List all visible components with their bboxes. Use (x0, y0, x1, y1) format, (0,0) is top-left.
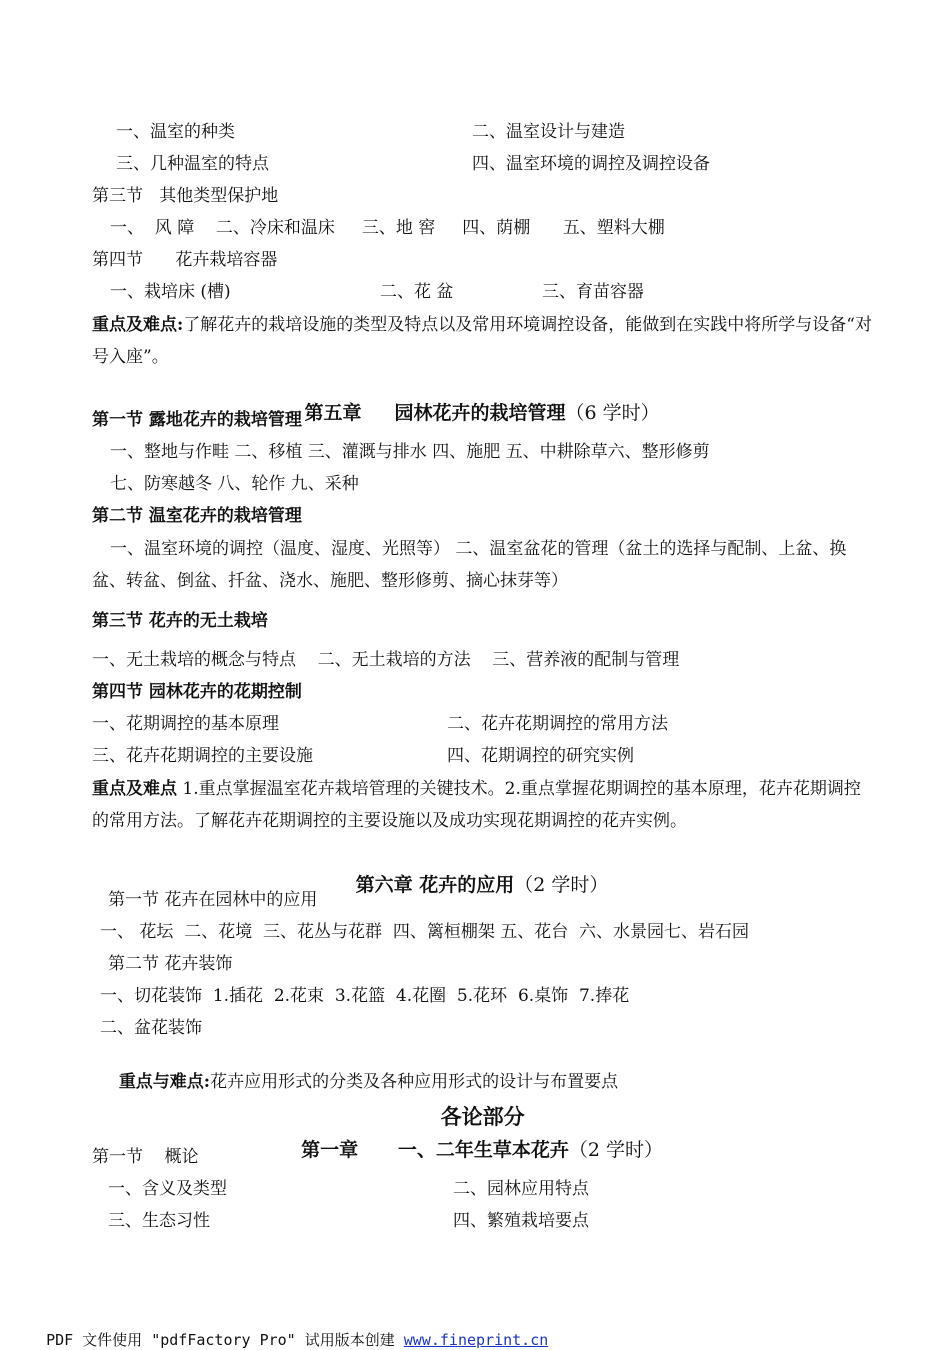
list-item: 一、无土栽培的概念与特点 二、无土栽培的方法 三、营养液的配制与管理 (92, 650, 680, 670)
chapter-title-text: 第一章 一、二年生草本花卉 (301, 1139, 569, 1161)
list-item: 一、 花坛 二、花境 三、花丛与花群 四、篱桓棚架 五、花台 六、水景园七、岩石园 (100, 922, 750, 942)
section-heading: 第一节 露地花卉的栽培管理 (92, 410, 302, 430)
list-item: 一、花期调控的基本原理 (92, 714, 279, 734)
footer-link[interactable]: www.fineprint.cn (403, 1331, 549, 1349)
key-points-paragraph (92, 773, 872, 837)
list-item: 一、整地与作畦 二、移植 三、灌溉与排水 四、施肥 五、中耕除草六、整形修剪 (110, 442, 710, 462)
chapter-hours: （6 学时） (565, 402, 660, 424)
chapter-title-text: 第六章 花卉的应用 (355, 874, 515, 896)
chapter-title-text: 第五章 园林花卉的栽培管理 (304, 402, 566, 424)
chapter-hours: （2 学时） (514, 874, 609, 896)
key-points-label: 重点与难点: (118, 1072, 211, 1092)
key-points-label: 重点及难点 (92, 779, 177, 799)
section-heading: 第四节 园林花卉的花期控制 (92, 682, 302, 702)
section-heading: 第三节 其他类型保护地 (92, 186, 279, 206)
list-item: 一、温室的种类 (116, 122, 235, 142)
section-heading: 第二节 温室花卉的栽培管理 (92, 506, 302, 526)
key-points-text: 了解花卉的栽培设施的类型及特点以及常用环境调控设备，能做到在实践中将所学与设备“对号入座”。 (92, 315, 872, 367)
key-points-text: 花卉应用形式的分类及各种应用形式的设计与布置要点 (210, 1072, 619, 1092)
list-item: 四、温室环境的调控及调控设备 (472, 154, 710, 174)
key-points-paragraph (92, 309, 872, 373)
list-item: 一、含义及类型 (108, 1179, 227, 1199)
section-heading: 第一节 概论 (92, 1147, 199, 1167)
list-item: 一、切花装饰 1.插花 2.花束 3.花篮 4.花圈 5.花环 6.桌饰 7.捧花 (100, 986, 630, 1006)
list-item: 二、园林应用特点 (453, 1179, 589, 1199)
section-heading: 第一节 花卉在园林中的应用 (108, 890, 318, 910)
list-item: 三、几种温室的特点 (116, 154, 269, 174)
footer-text: PDF 文件使用 "pdfFactory Pro" 试用版本创建 (46, 1331, 404, 1349)
list-item: 二、温室设计与建造 (472, 122, 625, 142)
list-item: 四、繁殖栽培要点 (453, 1211, 589, 1231)
part-title-text: 各论部分 (440, 1104, 525, 1129)
key-points-text: 1.重点掌握温室花卉栽培管理的关键技术。2.重点掌握花期调控的基本原理，花卉花期调控的常用方法。了解花卉花期调控的主要设施以及成功实现花期调控的花卉实例。 (92, 779, 861, 831)
key-points-label: 重点及难点: (92, 315, 184, 335)
list-item: 二、花 盆 (380, 282, 454, 302)
list-item: 四、花期调控的研究实例 (447, 746, 634, 766)
chapter-hours: （2 学时） (568, 1139, 663, 1161)
list-item: 七、防寒越冬 八、轮作 九、采种 (110, 474, 359, 494)
list-item: 三、育苗容器 (542, 282, 644, 302)
list-item: 二、盆花装饰 (100, 1018, 202, 1038)
list-item: 二、花卉花期调控的常用方法 (447, 714, 668, 734)
list-item: 一、 风 障 二、冷床和温床 三、地 窖 四、荫棚 五、塑料大棚 (110, 218, 665, 238)
paragraph: 一、温室环境的调控（温度、湿度、光照等） 二、温室盆花的管理（盆土的选择与配制、上盆、换盆、转盆、倒盆、扦盆、浇水、施肥、整形修剪、摘心抹芽等） (92, 539, 847, 591)
list-item: 三、花卉花期调控的主要设施 (92, 746, 313, 766)
list-item: 一、栽培床 (槽) (110, 282, 231, 302)
section-heading: 第二节 花卉装饰 (108, 954, 233, 974)
footer (28, 1310, 548, 1350)
section-heading: 第四节 花卉栽培容器 (92, 250, 278, 270)
section-heading: 第三节 花卉的无土栽培 (92, 611, 268, 631)
list-item: 三、生态习性 (108, 1211, 210, 1231)
